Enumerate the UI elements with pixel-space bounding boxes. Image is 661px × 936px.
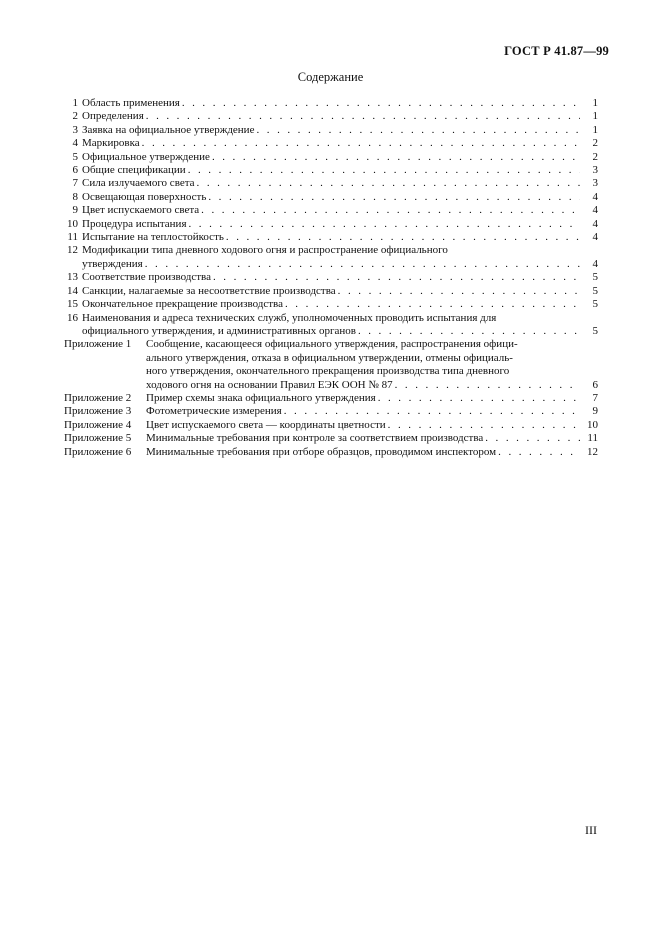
toc-entry-page: 7 [592,391,598,404]
dot-leader [282,405,580,418]
dot-leader [143,258,580,271]
toc-entry [64,419,598,432]
toc-entry-number: Приложение 4 [64,418,132,431]
toc-entry-number: 11 [67,231,78,244]
toc-entry-last-line [82,151,598,164]
toc-entry-last-line [82,325,598,338]
toc-entry [64,244,598,271]
toc-entry-page: 6 [592,378,598,391]
toc-entry-text: Определения [82,110,144,123]
toc-entry-body [82,124,598,137]
toc-entry-number: 6 [72,164,78,177]
toc-entry-text: Сообщение, касающееся официального утверждения, распространения офици- [146,338,518,351]
toc-entry-body [82,191,598,204]
toc-entry [64,110,598,123]
toc-entry [64,312,598,339]
toc-entry-page: 3 [592,164,598,177]
dot-leader [187,218,581,231]
toc-entry-text: Соответствие производства [82,271,211,284]
toc-entry-text: Минимальные требования при отборе образцов, проводимом инспектором [146,445,497,458]
toc-entry-text: официального утверждения, и административных органов [82,324,356,337]
toc-entry-text: Заявка на официальное утверждение [82,123,255,136]
toc-entry-body [82,137,598,150]
toc-entry-last-line [82,177,598,190]
page-number: III [585,823,597,837]
toc-entry-text: Минимальные требования при контроле за соответствием производства [146,432,484,445]
dot-leader [140,137,580,150]
toc-entry-number: Приложение 2 [64,391,132,404]
toc-entry-page: 4 [592,257,598,270]
toc-entry-body [82,151,598,164]
toc-entry-page: 4 [592,231,598,244]
toc-entry [64,124,598,137]
toc-entry-last-line [82,218,598,231]
toc-entry-page: 10 [587,418,598,431]
dot-leader [210,151,580,164]
toc-entry [64,191,598,204]
toc-entry-body [146,405,598,418]
toc-entry-text: Официальное утверждение [82,150,210,163]
dot-leader [254,124,580,137]
toc-entry-body [146,446,598,459]
dot-leader [356,325,580,338]
toc-entry-page: 11 [587,432,598,445]
toc-entry-number: 2 [72,110,78,123]
toc-entry-text: Освещающая поверхность [82,190,207,203]
toc-entry-page: 2 [592,137,598,150]
toc-entry-text: Фотометрические измерения [146,405,282,418]
toc-entry-number: 4 [72,137,78,150]
toc-entry-page: 5 [592,271,598,284]
toc-entry-text: Процедура испытания [82,217,187,230]
toc-entry-body [82,285,598,298]
document-code: ГОСТ Р 41.87—99 [504,44,609,58]
toc-entry [64,164,598,177]
toc-entry-last-line [82,285,598,298]
toc-entry-last-line [82,137,598,150]
toc-entry [64,97,598,110]
toc-entry-page: 12 [587,445,598,458]
dot-leader [393,379,580,392]
toc-entry-number: 1 [72,97,78,109]
toc-entry-page: 3 [592,177,598,190]
toc-entry-number: Приложение 5 [64,432,132,445]
dot-leader [496,446,580,459]
toc-entry-number: 3 [72,123,78,136]
dot-leader [206,191,580,204]
toc-entry-last-line [82,298,598,311]
toc-entry-last-line [82,191,598,204]
toc-entry [64,151,598,164]
toc-entry-number: 13 [67,271,78,284]
toc-entry-last-line [146,379,598,392]
toc-entry-last-line [82,124,598,137]
toc-entry-body [82,271,598,284]
toc-entry [64,204,598,217]
toc-entry-last-line [82,97,598,110]
toc-entry-page: 1 [592,123,598,136]
toc-entry-last-line [146,432,598,445]
toc-entry-page: 2 [592,150,598,163]
toc-entry-body [82,218,598,231]
toc-entry [64,218,598,231]
dot-leader [224,231,580,244]
toc-entry-last-line [146,446,598,459]
toc-entry-number: 5 [72,150,78,163]
toc-entry-number: 12 [67,244,78,257]
toc-entry-text: Наименования и адреса технических служб, уполномоченных проводить испытания для [82,311,497,324]
toc-entry-text: Маркировка [82,137,140,150]
toc-entry-body [82,231,598,244]
dot-leader [186,164,580,177]
toc-entry-text: Область применения [82,97,180,109]
toc-entry-page: 4 [592,204,598,217]
toc-entry-last-line [146,419,598,432]
toc-entry-text: ального утверждения, отказа в официальном утверждении, отмены официаль- [146,351,513,364]
toc-entry [64,231,598,244]
toc-entry [64,338,598,392]
toc-entry-last-line [146,405,598,418]
toc-entry [64,446,598,459]
toc-entry-last-line [82,231,598,244]
dot-leader [386,419,580,432]
toc-entry [64,298,598,311]
toc-entry-page: 1 [592,110,598,123]
toc-entry [64,137,598,150]
toc-entry-text: Окончательное прекращение производства [82,298,283,311]
toc-entry-last-line [82,204,598,217]
toc-entry-page: 5 [592,298,598,311]
toc-entry-body [82,204,598,217]
toc-entry-body [82,110,598,123]
toc-entry-body [82,97,598,110]
toc-entry-number: 8 [72,190,78,203]
toc-entry-page: 1 [592,97,598,109]
toc-entry [64,285,598,298]
toc-entry-number: 16 [67,311,78,324]
dot-leader [336,285,580,298]
toc-entry-text: ходового огня на основании Правил ЕЭК ООН № 87 [146,378,393,391]
dot-leader [199,204,580,217]
toc-entry-number: Приложение 1 [64,338,132,351]
toc-entry-body [82,244,598,271]
toc-entry-body [146,419,598,432]
toc-entry [64,177,598,190]
toc-entry-last-line [82,110,598,123]
toc-entry [64,405,598,418]
toc-entry-text: Сила излучаемого света [82,177,195,190]
toc-entry-body [146,392,598,405]
dot-leader [180,97,580,110]
toc-entry-body [82,177,598,190]
toc-entry [64,271,598,284]
toc-entry-page: 9 [592,405,598,418]
toc-entry-text: Пример схемы знака официального утверждения [146,391,376,404]
toc-entry-body [82,164,598,177]
toc-entry-last-line [82,164,598,177]
toc-entry-text: Модификации типа дневного ходового огня и распространение официального [82,244,448,257]
toc-entry-text: Санкции, налагаемые за несоответствие производства [82,284,336,297]
toc-entry [64,392,598,405]
toc-entry-text: Испытание на теплостойкость [82,231,224,244]
toc-entry-body [146,432,598,445]
toc-entry-page: 4 [592,217,598,230]
toc-entry-number: Приложение 6 [64,445,132,458]
table-of-contents [64,97,598,459]
toc-entry-text: Цвет испускаемого света — координаты цветности [146,418,386,431]
dot-leader [211,271,580,284]
toc-entry-number: Приложение 3 [64,405,132,418]
toc-entry-text: утверждения [82,257,143,270]
toc-entry-last-line [82,271,598,284]
toc-entry-text: ного утверждения, окончательного прекращения производства типа дневного [146,365,510,378]
toc-entry-text: Цвет испускаемого света [82,204,200,217]
toc-entry-page: 5 [592,324,598,337]
toc-entry-number: 14 [67,284,78,297]
toc-entry-number: 7 [72,177,78,190]
toc-entry-text: Общие спецификации [82,164,186,177]
toc-entry-body [82,298,598,311]
dot-leader [144,110,580,123]
toc-entry-page: 5 [592,284,598,297]
toc-entry [64,432,598,445]
toc-entry-body [82,312,598,339]
toc-entry-page: 4 [592,190,598,203]
toc-entry-body [146,338,598,392]
toc-entry-last-line [146,392,598,405]
dot-leader [195,177,580,190]
toc-title: Содержание [297,70,364,84]
dot-leader [376,392,580,405]
toc-entry-number: 9 [72,204,78,217]
toc-entry-number: 15 [67,298,78,311]
toc-entry-last-line [82,258,598,271]
dot-leader [483,432,580,445]
toc-entry-number: 10 [67,217,78,230]
dot-leader [283,298,580,311]
